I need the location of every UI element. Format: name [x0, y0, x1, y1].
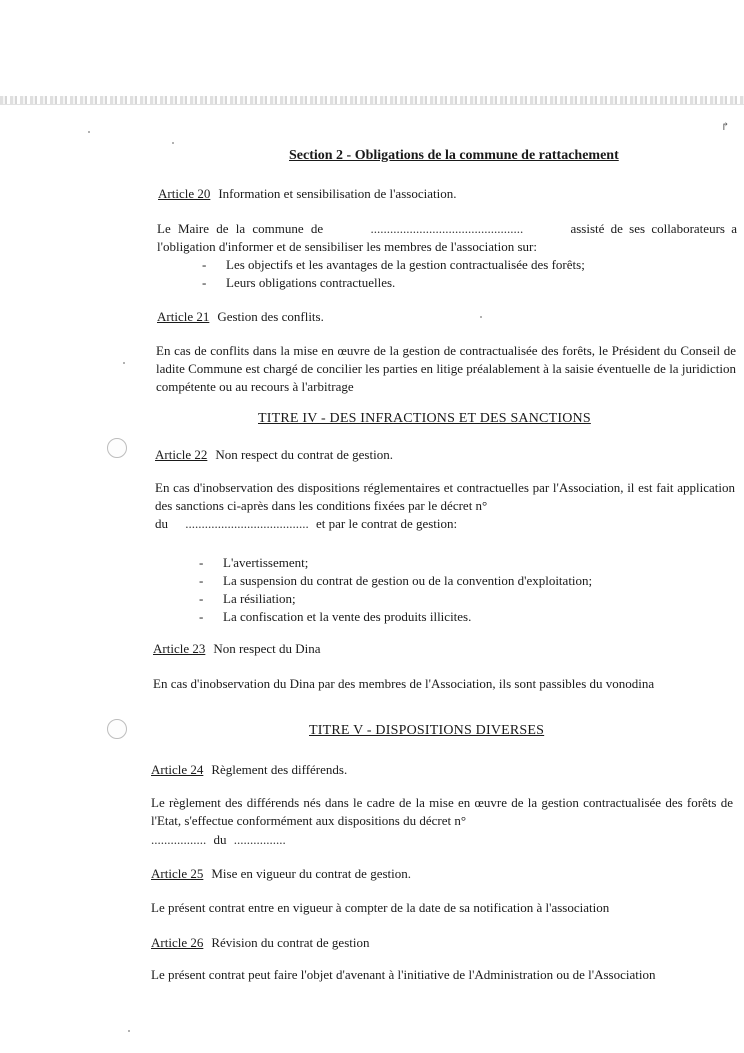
- list-item: - Les objectifs et les avantages de la gestion contractualisée des forêts;: [202, 256, 585, 274]
- text-span: du: [213, 832, 227, 847]
- list-item: - La confiscation et la vente des produits illicites.: [199, 608, 592, 626]
- blank-dots: ...............................................: [370, 221, 524, 236]
- text-span: assisté de ses collaborateurs a: [570, 221, 737, 236]
- blank-dots: ................: [233, 832, 286, 847]
- article-label: Article 25: [151, 866, 204, 881]
- scan-speck: [172, 142, 174, 144]
- scan-speck: [480, 316, 482, 318]
- article-22-header: [155, 447, 393, 463]
- article-26-header: [151, 935, 369, 951]
- article-title: Information et sensibilisation de l'association.: [218, 186, 457, 201]
- scan-speck: [88, 131, 90, 133]
- list-item: - Leurs obligations contractuelles.: [202, 274, 585, 292]
- list-item: - L'avertissement;: [199, 554, 592, 572]
- article-label: Article 26: [151, 935, 204, 950]
- article-24-text: Le règlement des différends nés dans le cadre de la mise en œuvre de la gestion contractualisée des forêts de l'Etat, s'effectue conformément aux dispositions du décret n°: [151, 795, 733, 828]
- article-label: Article 22: [155, 447, 208, 462]
- scan-speck: [128, 1030, 130, 1032]
- article-title: Règlement des différends.: [211, 762, 348, 777]
- article-25-header: [151, 866, 411, 882]
- page-mark: ↱: [720, 121, 730, 133]
- article-label: Article 24: [151, 762, 204, 777]
- article-23-header: [153, 641, 321, 657]
- titre-heading: TITRE V - DISPOSITIONS DIVERSES: [309, 723, 545, 738]
- text-span: Le Maire de la commune de: [157, 221, 324, 236]
- article-title: Gestion des conflits.: [217, 309, 324, 324]
- article-21-text: En cas de conflits dans la mise en œuvre de la gestion de contractualisée des forêts, le Président du Conseil de ladite Commune est chargé de concilier les parties en litige préalablement à la saisie éventuelle de la juridiction compétente ou au recours à l'arbitrage: [156, 343, 736, 394]
- article-24-du-line: [151, 831, 286, 849]
- article-22-text: En cas d'inobservation des dispositions réglementaires et contractuelles par l'Association, il est fait application des sanctions ci-après dans les conditions fixées par le décret n°: [155, 480, 735, 513]
- article-title: Mise en vigueur du contrat de gestion.: [211, 866, 411, 881]
- article-20-bullets: [202, 256, 585, 292]
- blank-dots: ......................................: [185, 516, 309, 531]
- article-20-line1: [157, 220, 737, 238]
- article-label: Article 20: [158, 186, 211, 201]
- article-23-text: En cas d'inobservation du Dina par des membres de l'Association, ils sont passibles du vonodina: [153, 676, 655, 691]
- article-label: Article 23: [153, 641, 206, 656]
- text-span: du: [155, 516, 168, 531]
- article-24-header: [151, 762, 347, 778]
- article-20-header: [158, 186, 456, 202]
- article-26-text: Le présent contrat peut faire l'objet d'avenant à l'initiative de l'Administration ou de l'Association: [151, 967, 656, 982]
- article-label: Article 21: [157, 309, 210, 324]
- scan-band: [0, 96, 744, 104]
- titre-heading: TITRE IV - DES INFRACTIONS ET DES SANCTIONS: [258, 411, 591, 426]
- scan-line: [0, 104, 744, 105]
- scan-speck: [123, 362, 125, 364]
- article-title: Révision du contrat de gestion: [211, 935, 370, 950]
- article-22-du-line: [155, 515, 457, 533]
- text-span: et par le contrat de gestion:: [316, 516, 458, 531]
- article-22-bullets: [199, 554, 592, 626]
- list-item: - La suspension du contrat de gestion ou de la convention d'exploitation;: [199, 572, 592, 590]
- article-title: Non respect du contrat de gestion.: [215, 447, 393, 462]
- section-heading: Section 2 - Obligations de la commune de rattachement: [289, 148, 619, 163]
- article-20-line2: l'obligation d'informer et de sensibiliser les membres de l'association sur:: [157, 239, 537, 254]
- punch-hole-icon: [107, 719, 127, 739]
- article-title: Non respect du Dina: [213, 641, 321, 656]
- article-21-header: [157, 309, 324, 325]
- blank-dots: .................: [151, 832, 207, 847]
- punch-hole-icon: [107, 438, 127, 458]
- article-25-text: Le présent contrat entre en vigueur à compter de la date de sa notification à l'association: [151, 900, 610, 915]
- list-item: - La résiliation;: [199, 590, 592, 608]
